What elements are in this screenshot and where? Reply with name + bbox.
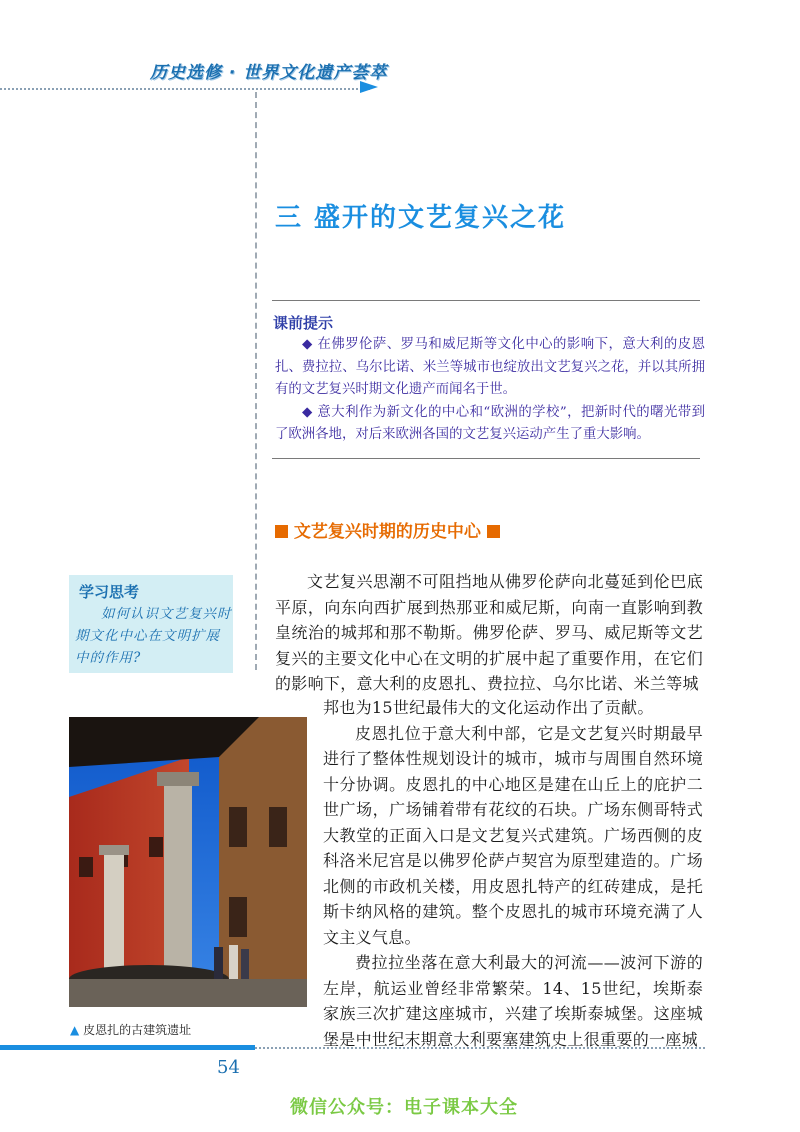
chapter-title: 三 盛开的文艺复兴之花 [275,203,567,233]
tips-paragraph: ◆ 在佛罗伦萨、罗马和威尼斯等文化中心的影响下，意大利的皮恩扎、费拉拉、乌尔比诺、米兰等城市也绽放出文艺复兴之花，并以其所拥有的文艺复兴时期文化遗产而闻名于世。 [275,337,705,397]
body-paragraph: 文艺复兴思潮不可阻挡地从佛罗伦萨向北蔓延到伦巴底平原，向东向西扩展到热那亚和威尼斯，向南一直影响到教皇统治的城邦和那不勒斯。佛罗伦萨、罗马、威尼斯等文艺复兴的主要文化中心在文明的扩展中起了重要作用，在它们的影响下，意大利的皮恩扎、费拉拉、乌尔比诺、米兰等城 [275,572,703,693]
body-paragraph: 皮恩扎位于意大利中部，它是文艺复兴时期最早进行了整体性规划设计的城市，城市与周围自然环境十分协调。皮恩扎的中心地区是建在山丘上的庇护二世广场，广场铺着带有花纹的石块。广场东侧哥特式大教堂的正面入口是文艺复兴式建筑。广场西侧的皮科洛米尼宫是以佛罗伦萨卢契宫为原型建造的。广场北侧的市政机关楼，用皮恩扎特产的红砖建成，是托斯卡纳风格的建筑。整个皮恩扎的城市环境充满了人文主义气息。 [323,723,703,947]
section-title: 文艺复兴时期的历史中心 [293,522,481,542]
body-text-top [275,569,703,697]
pienza-illustration [69,717,307,1007]
page-number: 54 [217,1057,240,1078]
margin-divider [255,92,257,670]
arrow-icon [360,81,378,93]
study-body [75,603,233,669]
footer-bar [0,1045,255,1050]
tips-paragraph: ◆ 意大利作为新文化的中心和“欧洲的学校”，把新时代的曙光带到了欧洲各地，对后来欧洲各国的文艺复兴运动产生了重大影响。 [275,404,705,442]
body-paragraph: 费拉拉坐落在意大利最大的河流——波河下游的左岸，航运业曾经非常繁荣。14、15世纪，埃斯泰家族三次扩建这座城市，兴建了埃斯泰城堡。这座城堡是中世纪末期意大利要塞建筑史上很重要的一座城 [323,953,703,1049]
triangle-icon: ▲ [70,1023,80,1037]
study-question: 如何认识文艺复兴时期文化中心在文明扩展中的作用? [75,606,232,666]
body-paragraph: 邦也为15世纪最伟大的文化运动作出了贡献。 [323,698,654,717]
study-title: 学习思考 [79,583,140,601]
section-heading [275,517,500,542]
body-text-wrap [323,695,703,1052]
footer-divider [255,1047,705,1049]
watermark: 微信公众号：电子课本大全 [290,1097,518,1118]
header-divider [0,88,370,90]
pienza-photo [69,717,307,1007]
tips-body [275,334,705,447]
caption-text: 皮恩扎的古建筑遗址 [83,1023,192,1037]
header-title: 历史选修 · 世界文化遗产荟萃 [150,63,388,83]
tips-title: 课前提示 [273,314,334,332]
photo-caption [70,1021,191,1038]
square-icon [487,525,500,538]
square-icon [275,525,288,538]
